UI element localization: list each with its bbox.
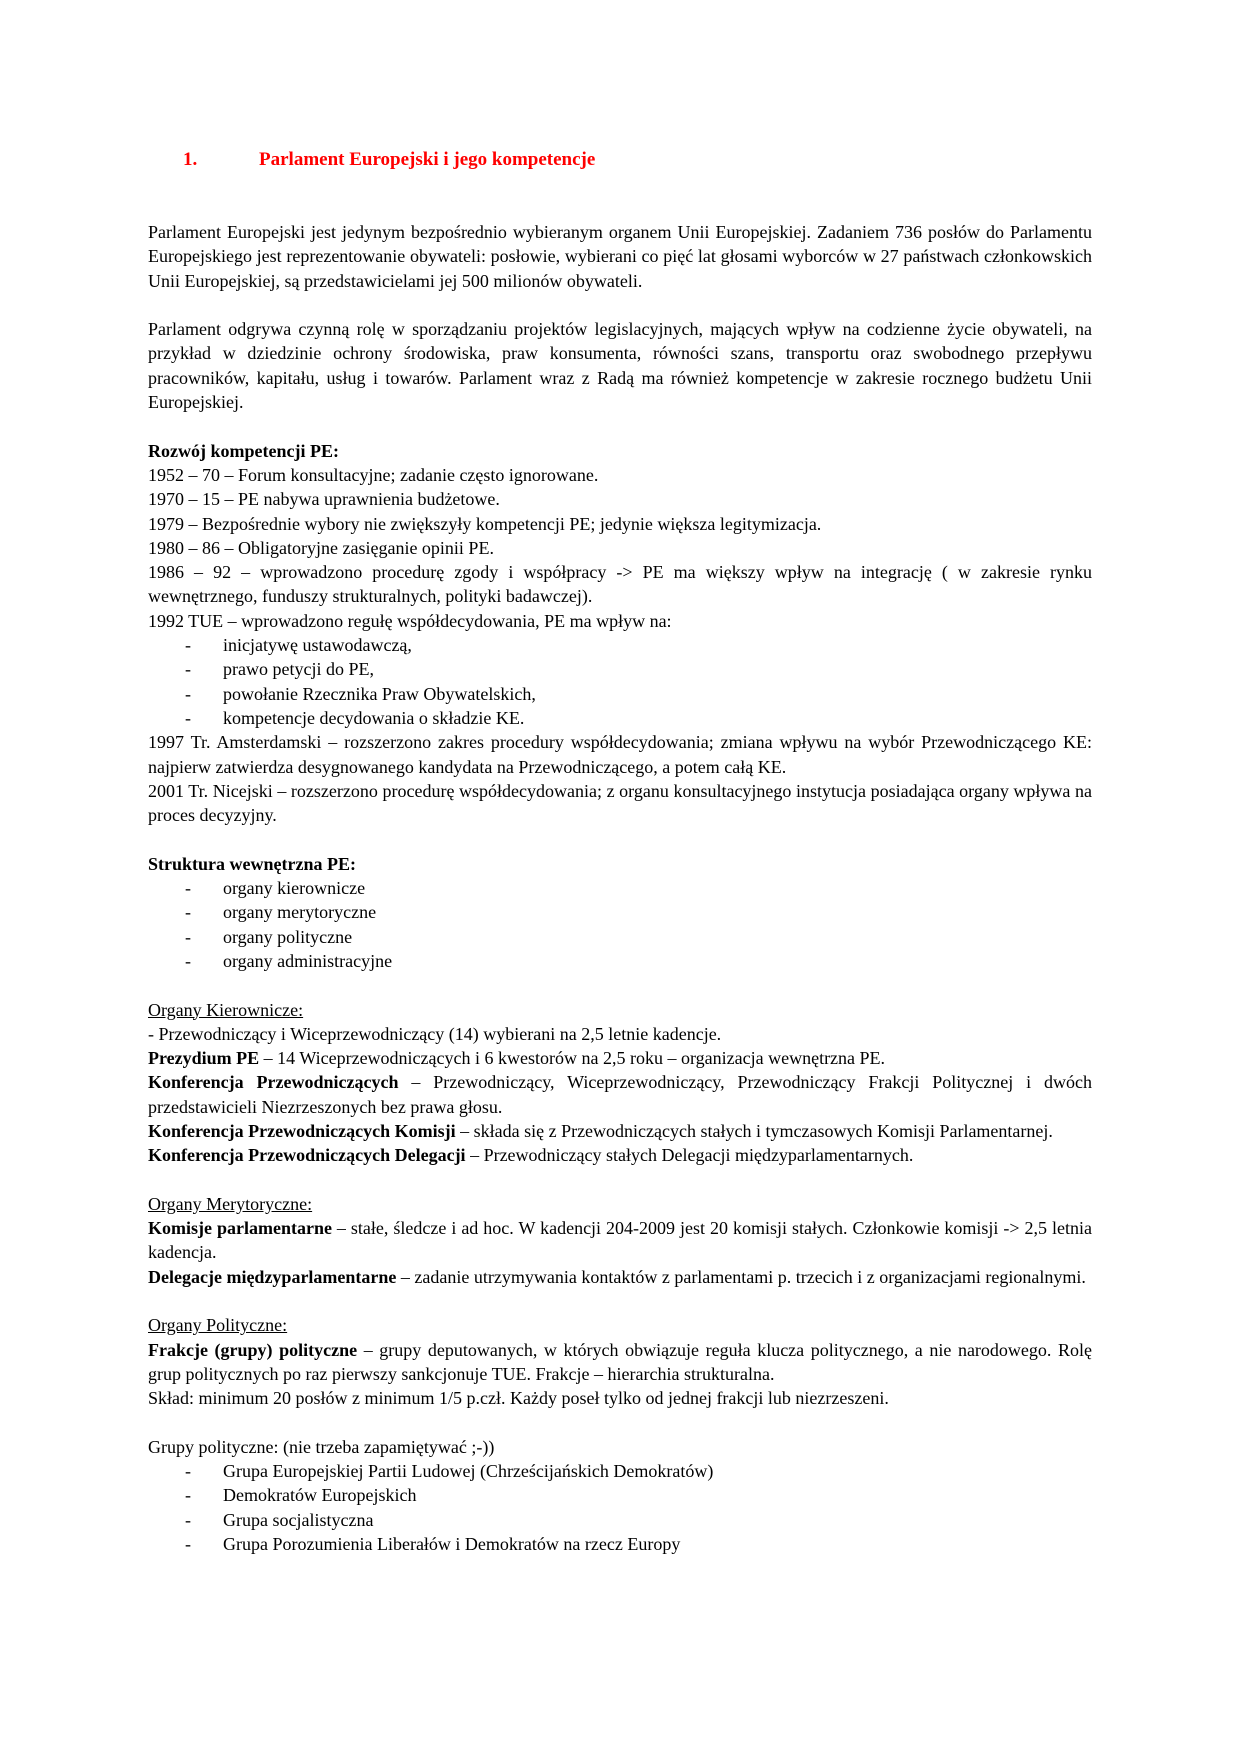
development-title: Rozwój kompetencji PE: <box>148 440 339 461</box>
leading-entry: Prezydium PE – 14 Wiceprzewodniczących i 6 kwestorów na 2,5 roku – organizacja wewnętrzna PE. <box>148 1048 886 1069</box>
list-item: - organy merytoryczne <box>148 900 1092 924</box>
heading-title: Parlament Europejski i jego kompetencje <box>259 149 596 170</box>
substantive-entry: Komisje parlamentarne – stałe, śledcze i ad hoc. W kadencji 204-2009 jest 20 komisji stałych. Członkowie komisji -> 2,5 letnia kadencja. <box>148 1218 1092 1263</box>
development-line: 1986 – 92 – wprowadzono procedurę zgody i współpracy -> PE ma większy wpływ na integrację ( w zakresie rynku wewnętrznego, funduszy strukturalnych, polityki badawczej). <box>148 562 1092 607</box>
leading-entry: Konferencja Przewodniczących Komisji – składa się z Przewodniczących stałych i tymczasowych Komisji Parlamentarnej. <box>148 1120 1053 1141</box>
heading-number: 1. <box>183 149 198 170</box>
development-line: 1970 – 15 – PE nabywa uprawnienia budżetowe. <box>148 489 500 510</box>
list-item: - prawo petycji do PE, <box>148 657 1092 681</box>
development-line: 1997 Tr. Amsterdamski – rozszerzono zakres procedury współdecydowania; zmiana wpływu na wybór Przewodniczącego KE: najpierw zatwierdza desygnowanego kandydata na Przewodniczącego, a potem całą KE. <box>148 732 1092 777</box>
list-item: - Demokratów Europejskich <box>148 1483 1092 1507</box>
development-line: 2001 Tr. Nicejski – rozszerzono procedurę współdecydowania; z organu konsultacyjnego instytucja posiadająca organy wpływa na proces decyzyjny. <box>148 780 1092 826</box>
development-line: 1952 – 70 – Forum konsultacyjne; zadanie często ignorowane. <box>148 464 599 485</box>
development-list <box>148 633 1092 730</box>
list-item: - kompetencje decydowania o składzie KE. <box>148 706 1092 730</box>
list-item: - organy polityczne <box>148 925 1092 949</box>
list-item: - organy administracyjne <box>148 949 1092 973</box>
document-body <box>148 220 1092 1556</box>
leading-line: - Przewodniczący i Wiceprzewodniczący (14) wybierani na 2,5 letnie kadencje. <box>148 1023 722 1044</box>
structure-title: Struktura wewnętrzna PE: <box>148 853 356 874</box>
leading-entry: Konferencja Przewodniczących – Przewodniczący, Wiceprzewodniczący, Przewodniczący Frakcji Politycznej i dwóch przedstawicieli Niezrzeszonych bez prawa głosu. <box>148 1072 1092 1117</box>
intro-paragraph-2: Parlament odgrywa czynną rolę w sporządzaniu projektów legislacyjnych, mających wpływ na codzienne życie obywateli, na przykład w dziedzinie ochrony środowiska, praw konsumenta, równości szans, transportu oraz swobodnego przepływu pracowników, kapitału, usług i towarów. Parlament wraz z Radą ma również kompetencje w zakresie rocznego budżetu Unii Europejskiej. <box>148 319 1092 413</box>
groups-list <box>148 1459 1092 1556</box>
leading-entry: Konferencja Przewodniczących Delegacji – Przewodniczący stałych Delegacji międzyparlamentarnych. <box>148 1145 914 1166</box>
substantive-entry: Delegacje międzyparlamentarne – zadanie utrzymywania kontaktów z parlamentami p. trzecich i z organizacjami regionalnymi. <box>148 1266 1086 1287</box>
political-line: Skład: minimum 20 posłów z minimum 1/5 p.czł. Każdy poseł tylko od jednej frakcji lub niezrzeszeni. <box>148 1388 889 1409</box>
political-organs-title: Organy Polityczne: <box>148 1315 288 1336</box>
structure-list <box>148 876 1092 973</box>
list-item: - powołanie Rzecznika Praw Obywatelskich, <box>148 682 1092 706</box>
list-item: - Grupa socjalistyczna <box>148 1508 1092 1532</box>
list-item: - inicjatywę ustawodawczą, <box>148 633 1092 657</box>
section-heading <box>183 148 595 172</box>
political-entry: Frakcje (grupy) polityczne – grupy deputowanych, w których obwiązuje reguła klucza politycznego, a nie narodowego. Rolę grup politycznych po raz pierwszy sankcjonuje TUE. Frakcje – hierarchia strukturalna. <box>148 1339 1092 1384</box>
intro-paragraph-1: Parlament Europejski jest jedynym bezpośrednio wybieranym organem Unii Europejskiej. Zadaniem 736 posłów do Parlamentu Europejskiego jest reprezentowanie obywateli: posłowie, wybierani co pięć lat głosami wyborców w 27 państwach członkowskich Unii Europejskiej, są przedstawicielami jej 500 milionów obywateli. <box>148 222 1092 291</box>
leading-organs-title: Organy Kierownicze: <box>148 999 304 1020</box>
development-line: 1992 TUE – wprowadzono regułę współdecydowania, PE ma wpływ na: <box>148 610 672 631</box>
substantive-organs-title: Organy Merytoryczne: <box>148 1193 313 1214</box>
list-item: - Grupa Porozumienia Liberałów i Demokratów na rzecz Europy <box>148 1532 1092 1556</box>
list-item: - organy kierownicze <box>148 876 1092 900</box>
development-line: 1979 – Bezpośrednie wybory nie zwiększyły kompetencji PE; jedynie większa legitymizacja. <box>148 513 822 534</box>
list-item: - Grupa Europejskiej Partii Ludowej (Chrześcijańskich Demokratów) <box>148 1459 1092 1483</box>
groups-title: Grupy polityczne: (nie trzeba zapamiętywać ;-)) <box>148 1436 495 1457</box>
development-line: 1980 – 86 – Obligatoryjne zasięganie opinii PE. <box>148 537 494 558</box>
